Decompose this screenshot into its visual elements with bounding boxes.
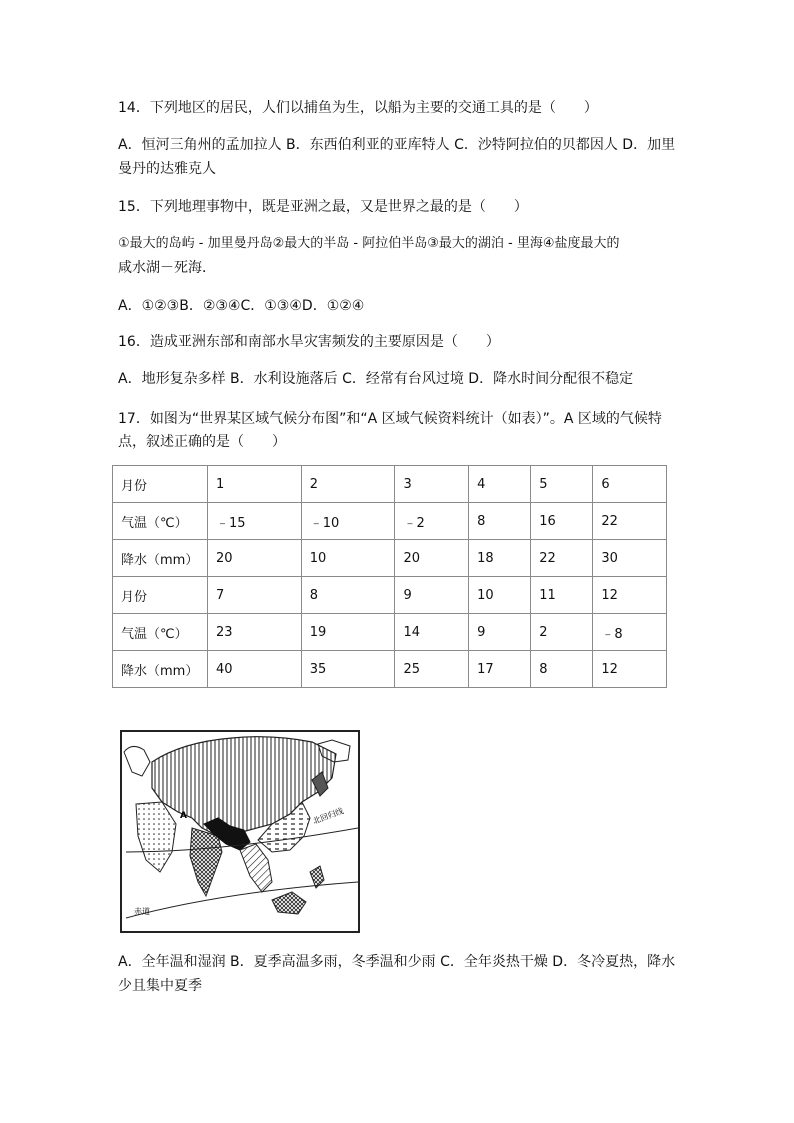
table-cell: 4 bbox=[469, 466, 531, 503]
table-cell: 40 bbox=[208, 651, 302, 688]
table-cell: 25 bbox=[395, 651, 469, 688]
europe-outline bbox=[124, 746, 150, 776]
equator-label: 赤道 bbox=[134, 907, 150, 916]
q16-options: A．地形复杂多样 B．水利设施落后 C．经常有台风过境 D．降水时间分配很不稳定 bbox=[118, 371, 634, 387]
table-row bbox=[113, 540, 667, 577]
q17-options-line2: 少且集中夏季 bbox=[118, 978, 202, 994]
q15-options: A．①②③B．②③④C．①③④D．①②④ bbox=[118, 298, 365, 314]
table-cell: ﹣15 bbox=[208, 503, 302, 540]
table-row bbox=[113, 503, 667, 540]
table-cell: 6 bbox=[593, 466, 667, 503]
table-cell: 14 bbox=[395, 614, 469, 651]
q17-stem-line1: 17．如图为“世界某区域气候分布图”和“A 区域气候资料统计（如表）”。A 区域的气候特 bbox=[118, 411, 662, 427]
q17-stem-line2: 点，叙述正确的是（ ） bbox=[118, 434, 286, 450]
table-cell: 2 bbox=[301, 466, 395, 503]
table-cell: ﹣10 bbox=[301, 503, 395, 540]
table-cell: 2 bbox=[531, 614, 593, 651]
table-cell: 22 bbox=[531, 540, 593, 577]
table-cell: 22 bbox=[593, 503, 667, 540]
region-a-label: A bbox=[180, 811, 187, 821]
table-cell: 7 bbox=[208, 577, 302, 614]
tropic-label: 北回归线 bbox=[311, 806, 345, 826]
table-cell: 气温（℃） bbox=[113, 614, 208, 651]
table-cell: 1 bbox=[208, 466, 302, 503]
table-cell: 12 bbox=[593, 651, 667, 688]
table-cell: 10 bbox=[469, 577, 531, 614]
table-cell: 11 bbox=[531, 577, 593, 614]
q15-items-line2: 咸水湖－死海． bbox=[118, 260, 216, 276]
table-cell: 8 bbox=[469, 503, 531, 540]
q15-stem: 15．下列地理事物中，既是亚洲之最，又是世界之最的是（ ） bbox=[118, 199, 528, 215]
table-cell: 5 bbox=[531, 466, 593, 503]
equator-line bbox=[126, 882, 358, 918]
q14-stem: 14．下列地区的居民，人们以捕鱼为生，以船为主要的交通工具的是（ ） bbox=[118, 100, 598, 116]
table-row bbox=[113, 577, 667, 614]
island-region bbox=[272, 892, 306, 914]
q15-items-line1: ①最大的岛屿 - 加里曼丹岛②最大的半岛 - 阿拉伯半岛③最大的湖泊 - 里海④盐度最大的 bbox=[118, 236, 620, 251]
table-cell: 20 bbox=[208, 540, 302, 577]
climate-map-drawing bbox=[122, 732, 358, 931]
table-cell: 8 bbox=[301, 577, 395, 614]
table-row bbox=[113, 466, 667, 503]
table-cell: 气温（℃） bbox=[113, 503, 208, 540]
table-cell: 16 bbox=[531, 503, 593, 540]
table-cell: 月份 bbox=[113, 577, 208, 614]
table-cell: ﹣8 bbox=[593, 614, 667, 651]
climate-map bbox=[120, 730, 360, 933]
table-cell: 降水（mm） bbox=[113, 540, 208, 577]
climate-table bbox=[112, 465, 667, 688]
india-region bbox=[190, 828, 222, 896]
table-cell: 3 bbox=[395, 466, 469, 503]
q14-options-line2: 曼丹的达雅克人 bbox=[118, 161, 216, 177]
table-cell: 23 bbox=[208, 614, 302, 651]
q14-options-line1: A．恒河三角州的孟加拉人 B．东西伯利亚的亚库特人 C．沙特阿拉伯的贝都因人 D．加里 bbox=[118, 137, 676, 153]
table-cell: 17 bbox=[469, 651, 531, 688]
table-cell: 9 bbox=[469, 614, 531, 651]
table-cell: 月份 bbox=[113, 466, 208, 503]
table-cell: 20 bbox=[395, 540, 469, 577]
table-cell: 10 bbox=[301, 540, 395, 577]
table-cell: 30 bbox=[593, 540, 667, 577]
table-row bbox=[113, 614, 667, 651]
table-cell: 9 bbox=[395, 577, 469, 614]
table-cell: ﹣2 bbox=[395, 503, 469, 540]
table-cell: 8 bbox=[531, 651, 593, 688]
table-cell: 35 bbox=[301, 651, 395, 688]
table-cell: 19 bbox=[301, 614, 395, 651]
southeast-region bbox=[240, 844, 272, 892]
q17-options-line1: A．全年温和湿润 B．夏季高温多雨，冬季温和少雨 C．全年炎热干燥 D．冬冷夏热，降水 bbox=[118, 954, 676, 970]
table-cell: 12 bbox=[593, 577, 667, 614]
q16-stem: 16．造成亚洲东部和南部水旱灾害频发的主要原因是（ ） bbox=[118, 334, 500, 350]
table-row bbox=[113, 651, 667, 688]
arabia-region bbox=[136, 802, 176, 872]
table-cell: 18 bbox=[469, 540, 531, 577]
table-cell: 降水（mm） bbox=[113, 651, 208, 688]
